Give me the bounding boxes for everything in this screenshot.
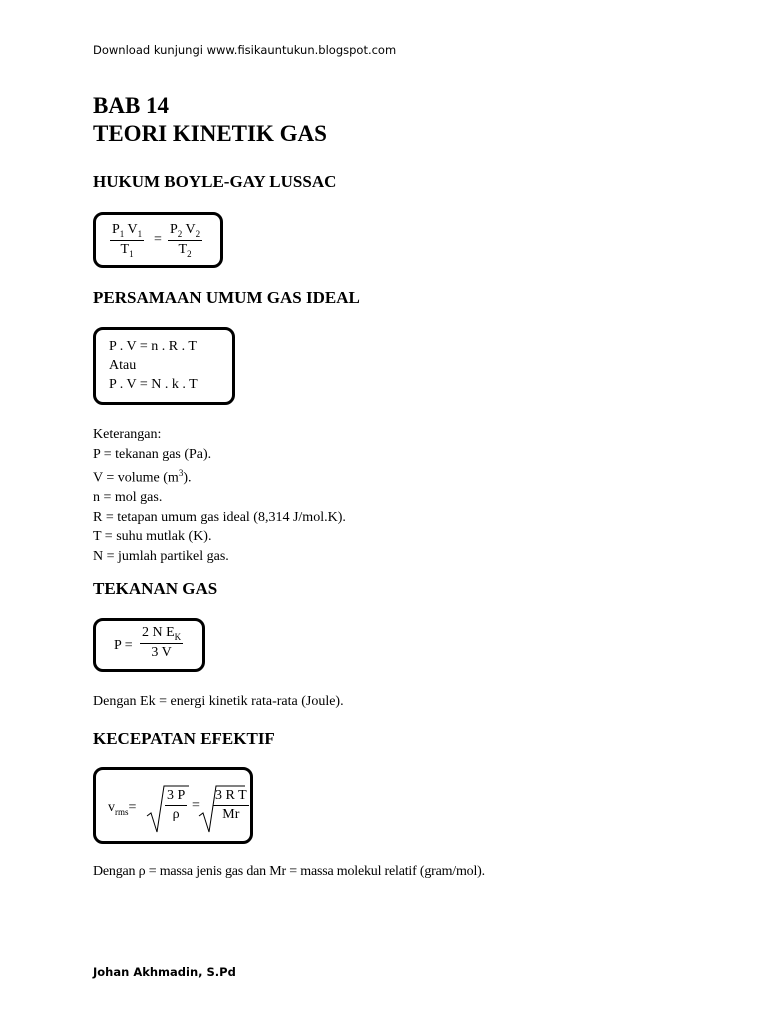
fraction-lhs: $\frac{P_1 V_1}{T_1}$ <box>112 222 143 259</box>
heading-ideal-gas: PERSAMAAN UMUM GAS IDEAL <box>93 288 360 307</box>
heading-pressure: TEKANAN GAS <box>93 579 218 598</box>
equals-sign: = <box>154 232 162 247</box>
legend-item: P = tekanan gas (Pa). <box>93 446 212 462</box>
velocity-note: Dengan ρ = massa jenis gas dan Mr = massa molekul relatif (gram/mol). <box>93 864 485 879</box>
legend-list <box>93 425 346 566</box>
ideal-gas-line-3: P . V = N . k . T <box>109 377 198 392</box>
page-footer: Johan Akhmadin, S.Pd <box>93 965 236 979</box>
legend-item: R = tetapan umum gas ideal (8,314 J/mol.K). <box>93 509 346 525</box>
ideal-gas-line-1: P . V = n . R . T <box>109 339 197 354</box>
heading-velocity: KECEPATAN EFEKTIF <box>93 729 275 748</box>
velocity-lhs: $v_{rms}=$ <box>108 800 137 817</box>
pressure-lhs: P = <box>114 638 133 653</box>
ideal-gas-line-2: Atau <box>109 358 137 373</box>
legend-item: V = volume $(m^3)$. <box>93 468 192 486</box>
pressure-fraction: $\frac{2 N E_K}{3 V}$ <box>142 625 182 660</box>
page-header: Download kunjungi www.fisikauntukun.blogspot.com <box>93 43 397 57</box>
legend-item: N = jumlah partikel gas. <box>93 548 229 564</box>
legend-item: T = suhu mutlak (K). <box>93 529 212 545</box>
legend-title: Keterangan: <box>93 427 162 442</box>
chapter-title: TEORI KINETIK GAS <box>93 121 327 146</box>
formula-box-boyle <box>93 212 223 268</box>
legend-item: n = mol gas. <box>93 490 163 506</box>
formula-box-pressure <box>93 618 205 672</box>
pressure-note: Dengan Ek = energi kinetik rata-rata (Joule). <box>93 694 344 709</box>
formula-box-velocity <box>93 767 253 844</box>
velocity-fraction-2: $\frac{\text{3 R T}}{Mr}$ <box>215 788 247 822</box>
equals-sign: = <box>192 798 200 813</box>
heading-boyle: HUKUM BOYLE-GAY LUSSAC <box>93 172 337 191</box>
fraction-rhs: $\frac{P_2 V_2}{T_2}$ <box>170 222 201 259</box>
formula-box-ideal-gas <box>93 327 235 405</box>
chapter-number: BAB 14 <box>93 93 170 118</box>
velocity-fraction-1: $\frac{3 P}{\rho}$ <box>167 788 186 822</box>
